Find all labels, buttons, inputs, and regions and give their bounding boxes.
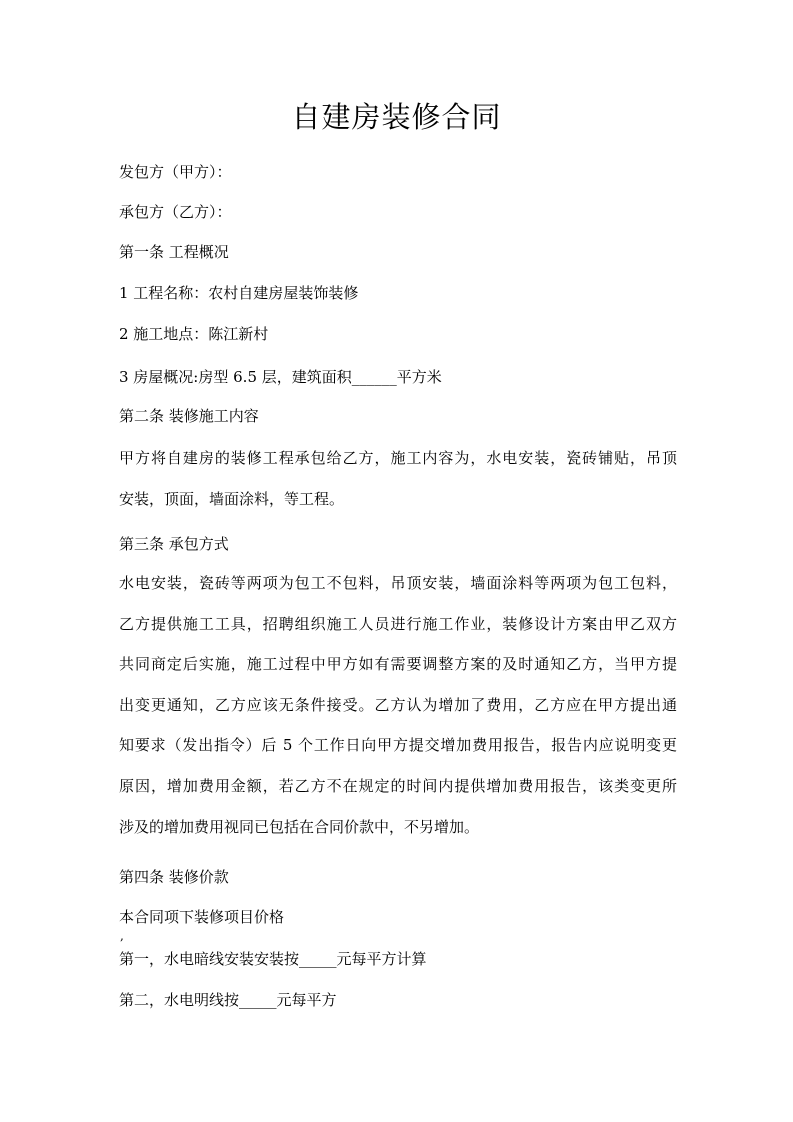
paragraph-line: 乙方提供施工工具，招聘组织施工人员进行施工作业，装修设计方案由甲乙双方 xyxy=(119,614,677,633)
article3-heading: 第三条 承包方式 xyxy=(119,535,229,553)
paragraph-line: 出变更通知，乙方应该无条件接受。乙方认为增加了费用，乙方应在甲方提出通 xyxy=(119,695,677,714)
article1-heading: 第一条 工程概况 xyxy=(119,243,229,261)
article1-item-project-name: 1 工程名称：农村自建房屋装饰装修 xyxy=(119,284,359,302)
paragraph-line: 原因，增加费用金额，若乙方不在规定的时间内提供增加费用报告，该类变更所 xyxy=(119,776,677,795)
article2-paragraph xyxy=(119,438,677,519)
paragraph-line: 甲方将自建房的装修工程承包给乙方，施工内容为，水电安装，瓷砖铺贴，吊顶 xyxy=(119,449,677,467)
price-item-exposed-wiring: 第二，水电明线按_____元每平方 xyxy=(119,991,337,1009)
party-a-line: 发包方（甲方）： xyxy=(119,163,232,181)
paragraph-line: 水电安装，瓷砖等两项为包工不包料，吊顶安装，墙面涂料等两项为包工包料， xyxy=(119,574,677,592)
article4-intro: 本合同项下装修项目价格 xyxy=(119,908,285,926)
paragraph-line: 知要求（发出指令）后 5 个工作日向甲方提交增加费用报告，报告内应说明变更 xyxy=(119,736,677,755)
paragraph-line: 安装，顶面，墙面涂料，等工程。 xyxy=(119,489,345,508)
stray-comma: , xyxy=(120,929,124,943)
price-item-concealed-wiring: 第一，水电暗线安装安装按_____元每平方计算 xyxy=(119,950,427,968)
article2-heading: 第二条 装修施工内容 xyxy=(119,407,259,425)
paragraph-line: 共同商定后实施，施工过程中甲方如有需要调整方案的及时通知乙方，当甲方提 xyxy=(119,655,677,674)
party-b-line: 承包方（乙方）： xyxy=(119,203,232,221)
article3-paragraph xyxy=(119,563,677,847)
article1-item-house-overview: 3 房屋概况:房型 6.5 层，建筑面积______平方米 xyxy=(119,368,442,386)
article1-item-location: 2 施工地点：陈江新村 xyxy=(119,325,269,343)
document-title: 自建房装修合同 xyxy=(291,100,502,134)
paragraph-line: 涉及的增加费用视同已包括在合同价款中，不另增加。 xyxy=(119,817,480,836)
article4-heading: 第四条 装修价款 xyxy=(119,868,229,886)
